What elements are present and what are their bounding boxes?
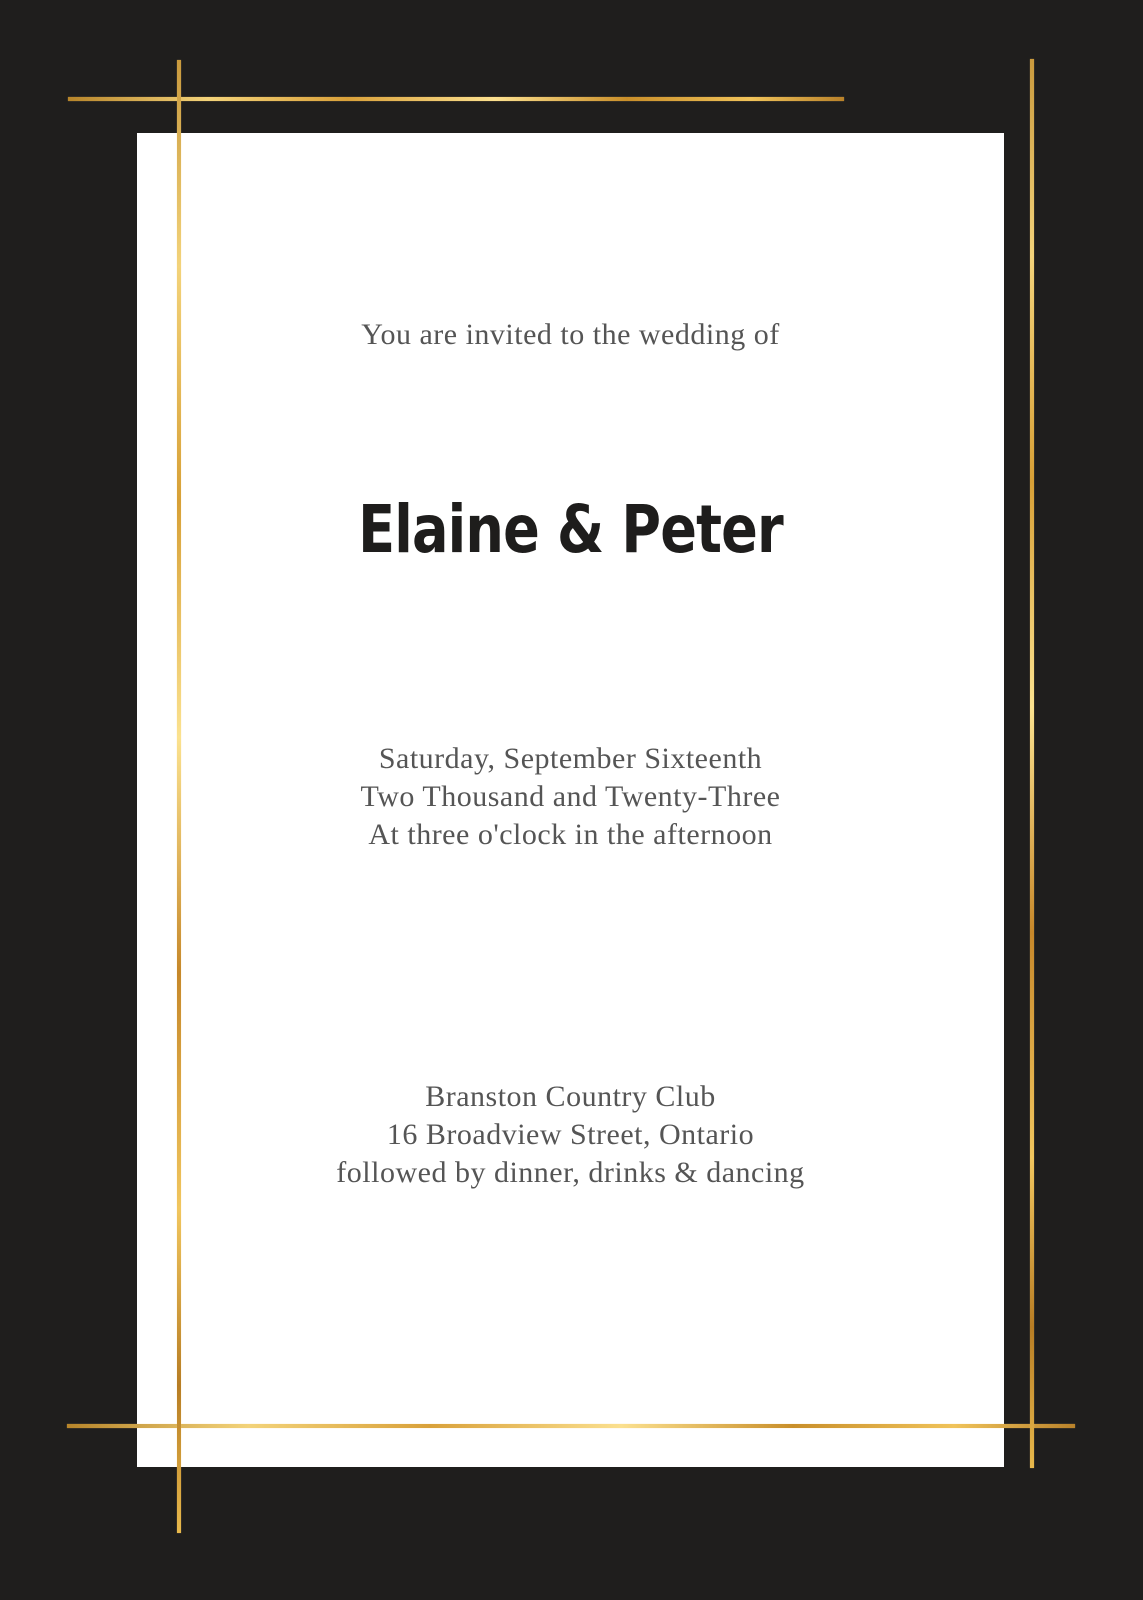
venue-block bbox=[137, 1078, 1004, 1192]
gold-border-top bbox=[68, 97, 844, 101]
gold-border-right bbox=[1030, 59, 1034, 1468]
date-line: Saturday, September Sixteenth bbox=[378, 742, 763, 775]
time-line: At three o'clock in the afternoon bbox=[368, 818, 773, 851]
couple-names: Elaine & Peter bbox=[358, 491, 783, 568]
year-line: Two Thousand and Twenty-Three bbox=[360, 780, 781, 813]
venue-address: 16 Broadview Street, Ontario bbox=[386, 1118, 755, 1151]
gold-border-bottom bbox=[67, 1424, 1075, 1428]
venue-name: Branston Country Club bbox=[425, 1080, 716, 1113]
date-time-block bbox=[137, 740, 1004, 854]
reception-note: followed by dinner, drinks & dancing bbox=[336, 1156, 805, 1189]
invitation-intro: You are invited to the wedding of bbox=[361, 318, 780, 351]
